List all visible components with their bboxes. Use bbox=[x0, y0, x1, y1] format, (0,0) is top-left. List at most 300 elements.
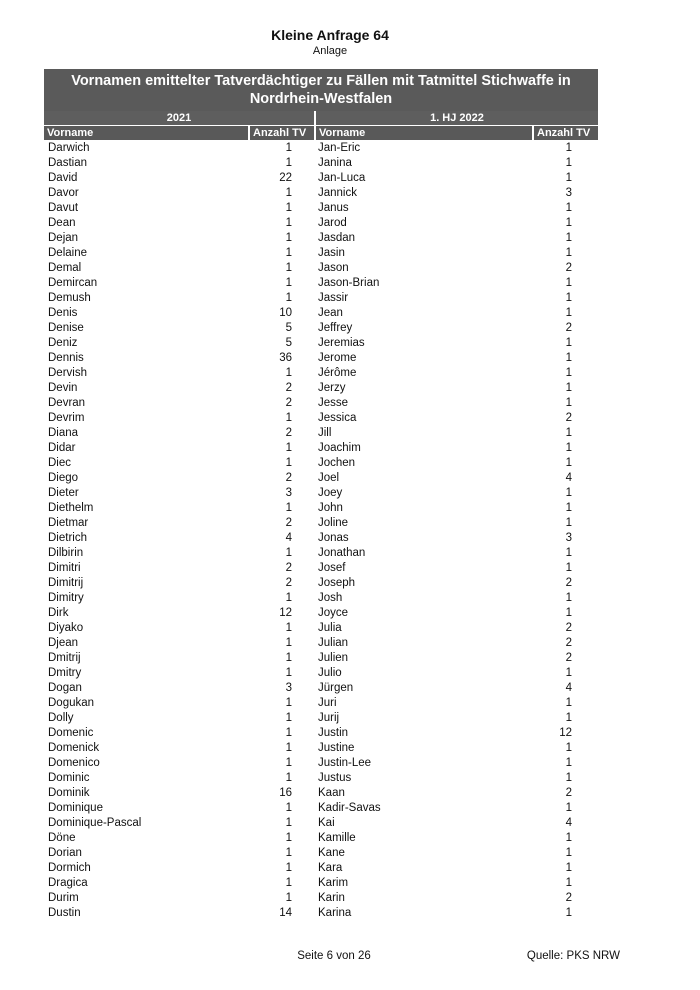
table-row bbox=[48, 876, 292, 891]
first-name-cell: Jasdan bbox=[318, 232, 356, 244]
name-list-right bbox=[318, 141, 572, 921]
first-name-cell: Deniz bbox=[48, 337, 78, 349]
period-header-right: 1. HJ 2022 bbox=[316, 111, 598, 125]
suspect-count-cell: 1 bbox=[285, 442, 292, 454]
table-row bbox=[318, 516, 572, 531]
first-name-cell: Darwich bbox=[48, 142, 90, 154]
first-name-cell: Julia bbox=[318, 622, 342, 634]
first-name-cell: Joel bbox=[318, 472, 340, 484]
first-name-cell: Jason bbox=[318, 262, 349, 274]
first-name-cell: Kara bbox=[318, 862, 343, 874]
suspect-count-cell: 1 bbox=[285, 727, 292, 739]
suspect-count-cell: 3 bbox=[565, 532, 572, 544]
first-name-cell: Joey bbox=[318, 487, 343, 499]
table-row bbox=[318, 471, 572, 486]
table-banner bbox=[44, 69, 598, 111]
table-row bbox=[318, 726, 572, 741]
suspect-count-cell: 3 bbox=[565, 187, 572, 199]
table-row bbox=[48, 711, 292, 726]
first-name-cell: Diethelm bbox=[48, 502, 94, 514]
suspect-count-cell: 1 bbox=[285, 217, 292, 229]
suspect-count-cell: 1 bbox=[285, 247, 292, 259]
table-row bbox=[318, 606, 572, 621]
first-name-cell: Domenick bbox=[48, 742, 100, 754]
first-name-cell: Jerome bbox=[318, 352, 357, 364]
table-row bbox=[48, 636, 292, 651]
first-name-cell: Jan-Luca bbox=[318, 172, 366, 184]
first-name-cell: Janina bbox=[318, 157, 352, 169]
first-name-cell: Denis bbox=[48, 307, 78, 319]
suspect-count-cell: 1 bbox=[565, 202, 572, 214]
suspect-count-cell: 36 bbox=[279, 352, 292, 364]
suspect-count-cell: 2 bbox=[565, 787, 572, 799]
table-row bbox=[48, 261, 292, 276]
suspect-count-cell: 1 bbox=[565, 292, 572, 304]
suspect-count-cell: 1 bbox=[285, 667, 292, 679]
suspect-count-cell: 1 bbox=[285, 187, 292, 199]
first-name-cell: Davut bbox=[48, 202, 79, 214]
suspect-count-cell: 22 bbox=[279, 172, 292, 184]
table-row bbox=[48, 141, 292, 156]
first-name-cell: Kamille bbox=[318, 832, 356, 844]
first-name-cell: Joachim bbox=[318, 442, 361, 454]
first-name-cell: Julio bbox=[318, 667, 342, 679]
table-row bbox=[318, 786, 572, 801]
first-name-cell: Jürgen bbox=[318, 682, 354, 694]
table-row bbox=[48, 411, 292, 426]
table-row bbox=[48, 441, 292, 456]
first-name-cell: Dormich bbox=[48, 862, 91, 874]
suspect-count-cell: 2 bbox=[565, 412, 572, 424]
table-row bbox=[48, 546, 292, 561]
table-row bbox=[318, 591, 572, 606]
first-name-cell: Jochen bbox=[318, 457, 356, 469]
suspect-count-cell: 1 bbox=[285, 847, 292, 859]
first-name-cell: Janus bbox=[318, 202, 349, 214]
first-name-cell: Jérôme bbox=[318, 367, 357, 379]
first-name-cell: Dimitri bbox=[48, 562, 81, 574]
suspect-count-cell: 1 bbox=[285, 892, 292, 904]
table-row bbox=[318, 546, 572, 561]
table-row bbox=[318, 831, 572, 846]
column-header-count-right: Anzahl TV bbox=[534, 126, 598, 140]
page-number: Seite 6 von 26 bbox=[297, 950, 371, 962]
suspect-count-cell: 1 bbox=[565, 562, 572, 574]
table-row bbox=[48, 501, 292, 516]
first-name-cell: Delaine bbox=[48, 247, 87, 259]
suspect-count-cell: 1 bbox=[285, 412, 292, 424]
first-name-cell: Jean bbox=[318, 307, 343, 319]
suspect-count-cell: 1 bbox=[565, 277, 572, 289]
suspect-count-cell: 1 bbox=[285, 637, 292, 649]
first-name-cell: Jannick bbox=[318, 187, 357, 199]
suspect-count-cell: 1 bbox=[285, 622, 292, 634]
suspect-count-cell: 1 bbox=[285, 862, 292, 874]
table-row bbox=[318, 561, 572, 576]
suspect-count-cell: 1 bbox=[285, 547, 292, 559]
first-name-cell: Josef bbox=[318, 562, 346, 574]
table-row bbox=[318, 846, 572, 861]
first-name-cell: Justine bbox=[318, 742, 355, 754]
first-name-cell: Jerzy bbox=[318, 382, 346, 394]
suspect-count-cell: 1 bbox=[285, 202, 292, 214]
first-name-cell: Juri bbox=[318, 697, 337, 709]
table-row bbox=[48, 891, 292, 906]
suspect-count-cell: 1 bbox=[565, 217, 572, 229]
first-name-cell: Jonas bbox=[318, 532, 349, 544]
first-name-cell: Dustin bbox=[48, 907, 81, 919]
suspect-count-cell: 12 bbox=[559, 727, 572, 739]
suspect-count-cell: 2 bbox=[565, 577, 572, 589]
source-note: Quelle: PKS NRW bbox=[526, 950, 620, 962]
column-header-name-right: Vorname bbox=[316, 126, 532, 140]
table-row bbox=[48, 201, 292, 216]
table-row bbox=[48, 276, 292, 291]
table-row bbox=[48, 756, 292, 771]
table-row bbox=[48, 171, 292, 186]
first-name-cell: Dimitry bbox=[48, 592, 84, 604]
table-row bbox=[48, 681, 292, 696]
first-name-cell: Jeremias bbox=[318, 337, 365, 349]
table-row bbox=[318, 261, 572, 276]
banner-line-1: Vornamen emittelter Tatverdächtiger zu Fällen mit Tatmittel Stichwaffe in bbox=[71, 73, 571, 89]
table-row bbox=[48, 531, 292, 546]
table-row bbox=[318, 636, 572, 651]
table-row bbox=[48, 846, 292, 861]
suspect-count-cell: 1 bbox=[285, 772, 292, 784]
first-name-cell: Dastian bbox=[48, 157, 87, 169]
suspect-count-cell: 5 bbox=[285, 337, 292, 349]
first-name-cell: Diyako bbox=[48, 622, 84, 634]
table-row bbox=[318, 741, 572, 756]
table-row bbox=[318, 801, 572, 816]
column-header-count-left: Anzahl TV bbox=[250, 126, 314, 140]
suspect-count-cell: 2 bbox=[285, 577, 292, 589]
first-name-cell: Demal bbox=[48, 262, 82, 274]
first-name-cell: Joyce bbox=[318, 607, 349, 619]
document-title: Kleine Anfrage 64 bbox=[271, 27, 389, 43]
suspect-count-cell: 1 bbox=[565, 382, 572, 394]
table-row bbox=[318, 141, 572, 156]
first-name-cell: Dmitrij bbox=[48, 652, 81, 664]
suspect-count-cell: 1 bbox=[565, 157, 572, 169]
suspect-count-cell: 2 bbox=[565, 892, 572, 904]
suspect-count-cell: 1 bbox=[565, 247, 572, 259]
first-name-cell: Dilbirin bbox=[48, 547, 84, 559]
table-row bbox=[318, 231, 572, 246]
suspect-count-cell: 1 bbox=[285, 697, 292, 709]
suspect-count-cell: 2 bbox=[285, 382, 292, 394]
table-row bbox=[48, 486, 292, 501]
suspect-count-cell: 1 bbox=[565, 712, 572, 724]
table-row bbox=[48, 561, 292, 576]
table-row bbox=[48, 231, 292, 246]
suspect-count-cell: 10 bbox=[279, 307, 292, 319]
first-name-cell: Kaan bbox=[318, 787, 345, 799]
suspect-count-cell: 1 bbox=[565, 547, 572, 559]
first-name-cell: Jeffrey bbox=[318, 322, 353, 334]
table-row bbox=[318, 771, 572, 786]
table-row bbox=[318, 681, 572, 696]
first-name-cell: David bbox=[48, 172, 78, 184]
table-row bbox=[48, 696, 292, 711]
name-list-left bbox=[48, 141, 292, 921]
suspect-count-cell: 5 bbox=[285, 322, 292, 334]
table-row bbox=[48, 666, 292, 681]
table-row bbox=[318, 621, 572, 636]
first-name-cell: Kadir-Savas bbox=[318, 802, 381, 814]
suspect-count-cell: 1 bbox=[565, 427, 572, 439]
first-name-cell: Dominique bbox=[48, 802, 103, 814]
first-name-cell: Domenico bbox=[48, 757, 100, 769]
suspect-count-cell: 2 bbox=[565, 652, 572, 664]
suspect-count-cell: 1 bbox=[565, 337, 572, 349]
first-name-cell: Dogukan bbox=[48, 697, 95, 709]
first-name-cell: Joline bbox=[318, 517, 349, 529]
column-header-name-left: Vorname bbox=[44, 126, 248, 140]
first-name-cell: Durim bbox=[48, 892, 79, 904]
first-name-cell: Demircan bbox=[48, 277, 98, 289]
suspect-count-cell: 2 bbox=[285, 517, 292, 529]
table-row bbox=[48, 306, 292, 321]
table-row bbox=[318, 396, 572, 411]
table-row bbox=[318, 171, 572, 186]
first-name-cell: Diana bbox=[48, 427, 79, 439]
table-row bbox=[318, 276, 572, 291]
suspect-count-cell: 1 bbox=[285, 817, 292, 829]
table-row bbox=[48, 426, 292, 441]
first-name-cell: John bbox=[318, 502, 343, 514]
first-name-cell: Dmitry bbox=[48, 667, 82, 679]
table-row bbox=[318, 861, 572, 876]
first-name-cell: Karim bbox=[318, 877, 349, 889]
first-name-cell: Devrim bbox=[48, 412, 85, 424]
table-row bbox=[318, 876, 572, 891]
table-row bbox=[318, 696, 572, 711]
table-row bbox=[318, 906, 572, 921]
suspect-count-cell: 1 bbox=[565, 307, 572, 319]
suspect-count-cell: 1 bbox=[565, 352, 572, 364]
suspect-count-cell: 2 bbox=[285, 427, 292, 439]
first-name-cell: Dietmar bbox=[48, 517, 89, 529]
document-subtitle: Anlage bbox=[312, 45, 348, 57]
table-row bbox=[48, 576, 292, 591]
table-row bbox=[318, 651, 572, 666]
suspect-count-cell: 1 bbox=[285, 142, 292, 154]
first-name-cell: Demush bbox=[48, 292, 91, 304]
first-name-cell: Jason-Brian bbox=[318, 277, 380, 289]
first-name-cell: Dorian bbox=[48, 847, 82, 859]
table-row bbox=[318, 756, 572, 771]
first-name-cell: Dimitrij bbox=[48, 577, 84, 589]
suspect-count-cell: 1 bbox=[565, 457, 572, 469]
table-row bbox=[318, 666, 572, 681]
suspect-count-cell: 1 bbox=[565, 877, 572, 889]
first-name-cell: Dervish bbox=[48, 367, 87, 379]
suspect-count-cell: 1 bbox=[565, 607, 572, 619]
suspect-count-cell: 1 bbox=[565, 592, 572, 604]
first-name-cell: Kai bbox=[318, 817, 335, 829]
suspect-count-cell: 1 bbox=[285, 157, 292, 169]
banner-line-2: Nordrhein-Westfalen bbox=[249, 91, 393, 107]
table-row bbox=[318, 486, 572, 501]
table-row bbox=[318, 816, 572, 831]
table-row bbox=[318, 201, 572, 216]
table-row bbox=[48, 861, 292, 876]
suspect-count-cell: 1 bbox=[565, 232, 572, 244]
table-row bbox=[48, 621, 292, 636]
suspect-count-cell: 2 bbox=[285, 472, 292, 484]
first-name-cell: Dennis bbox=[48, 352, 84, 364]
suspect-count-cell: 4 bbox=[565, 472, 572, 484]
first-name-cell: Didar bbox=[48, 442, 76, 454]
first-name-cell: Karin bbox=[318, 892, 345, 904]
suspect-count-cell: 1 bbox=[285, 757, 292, 769]
first-name-cell: Jurij bbox=[318, 712, 340, 724]
suspect-count-cell: 1 bbox=[565, 802, 572, 814]
suspect-count-cell: 1 bbox=[565, 667, 572, 679]
table-row bbox=[48, 156, 292, 171]
table-row bbox=[318, 411, 572, 426]
suspect-count-cell: 1 bbox=[565, 832, 572, 844]
table-row bbox=[48, 816, 292, 831]
first-name-cell: Djean bbox=[48, 637, 79, 649]
first-name-cell: Devran bbox=[48, 397, 86, 409]
table-row bbox=[318, 531, 572, 546]
suspect-count-cell: 1 bbox=[285, 802, 292, 814]
table-row bbox=[48, 186, 292, 201]
suspect-count-cell: 4 bbox=[565, 682, 572, 694]
suspect-count-cell: 1 bbox=[285, 742, 292, 754]
suspect-count-cell: 1 bbox=[565, 397, 572, 409]
first-name-cell: Jassir bbox=[318, 292, 349, 304]
table-row bbox=[318, 216, 572, 231]
table-row bbox=[48, 336, 292, 351]
first-name-cell: Jill bbox=[318, 427, 332, 439]
table-row bbox=[318, 366, 572, 381]
table-row bbox=[48, 381, 292, 396]
first-name-cell: Dolly bbox=[48, 712, 74, 724]
suspect-count-cell: 2 bbox=[565, 622, 572, 634]
suspect-count-cell: 1 bbox=[285, 832, 292, 844]
period-header-left: 2021 bbox=[44, 111, 314, 125]
first-name-cell: Jonathan bbox=[318, 547, 366, 559]
suspect-count-cell: 14 bbox=[279, 907, 292, 919]
first-name-cell: Jasin bbox=[318, 247, 345, 259]
table-row bbox=[48, 471, 292, 486]
table-row bbox=[318, 186, 572, 201]
suspect-count-cell: 1 bbox=[565, 757, 572, 769]
suspect-count-cell: 1 bbox=[565, 172, 572, 184]
first-name-cell: Julien bbox=[318, 652, 349, 664]
first-name-cell: Jan-Eric bbox=[318, 142, 361, 154]
table-row bbox=[48, 741, 292, 756]
suspect-count-cell: 1 bbox=[285, 367, 292, 379]
table-row bbox=[318, 576, 572, 591]
suspect-count-cell: 1 bbox=[285, 262, 292, 274]
suspect-count-cell: 4 bbox=[565, 817, 572, 829]
suspect-count-cell: 4 bbox=[285, 532, 292, 544]
first-name-cell: Karina bbox=[318, 907, 352, 919]
suspect-count-cell: 2 bbox=[285, 562, 292, 574]
table-row bbox=[48, 726, 292, 741]
first-name-cell: Devin bbox=[48, 382, 78, 394]
first-name-cell: Dean bbox=[48, 217, 76, 229]
table-row bbox=[318, 891, 572, 906]
table-row bbox=[48, 366, 292, 381]
suspect-count-cell: 3 bbox=[285, 487, 292, 499]
first-name-cell: Justin-Lee bbox=[318, 757, 372, 769]
table-row bbox=[318, 246, 572, 261]
suspect-count-cell: 1 bbox=[565, 772, 572, 784]
suspect-count-cell: 1 bbox=[565, 907, 572, 919]
suspect-count-cell: 2 bbox=[565, 262, 572, 274]
table-row bbox=[48, 771, 292, 786]
first-name-cell: Dejan bbox=[48, 232, 79, 244]
first-name-cell: Diec bbox=[48, 457, 72, 469]
table-row bbox=[48, 291, 292, 306]
suspect-count-cell: 1 bbox=[565, 142, 572, 154]
first-name-cell: Kane bbox=[318, 847, 345, 859]
table-row bbox=[318, 291, 572, 306]
table-row bbox=[318, 426, 572, 441]
table-row bbox=[48, 351, 292, 366]
suspect-count-cell: 1 bbox=[565, 502, 572, 514]
suspect-count-cell: 2 bbox=[565, 322, 572, 334]
suspect-count-cell: 1 bbox=[565, 487, 572, 499]
suspect-count-cell: 1 bbox=[285, 457, 292, 469]
table-row bbox=[318, 501, 572, 516]
first-name-cell: Josh bbox=[318, 592, 343, 604]
first-name-cell: Jessica bbox=[318, 412, 357, 424]
table-row bbox=[318, 441, 572, 456]
table-row bbox=[318, 321, 572, 336]
first-name-cell: Jarod bbox=[318, 217, 347, 229]
suspect-count-cell: 1 bbox=[285, 277, 292, 289]
table-row bbox=[318, 336, 572, 351]
suspect-count-cell: 2 bbox=[285, 397, 292, 409]
suspect-count-cell: 1 bbox=[565, 367, 572, 379]
table-row bbox=[48, 591, 292, 606]
suspect-count-cell: 1 bbox=[285, 712, 292, 724]
table-row bbox=[318, 306, 572, 321]
suspect-count-cell: 1 bbox=[565, 517, 572, 529]
first-name-cell: Dominique-Pascal bbox=[48, 817, 142, 829]
first-name-cell: Dragica bbox=[48, 877, 88, 889]
suspect-count-cell: 1 bbox=[285, 232, 292, 244]
first-name-cell: Dominik bbox=[48, 787, 90, 799]
first-name-cell: Dieter bbox=[48, 487, 79, 499]
first-name-cell: Diego bbox=[48, 472, 79, 484]
suspect-count-cell: 1 bbox=[565, 697, 572, 709]
first-name-cell: Denise bbox=[48, 322, 84, 334]
first-name-cell: Julian bbox=[318, 637, 349, 649]
suspect-count-cell: 2 bbox=[565, 637, 572, 649]
table-row bbox=[48, 801, 292, 816]
suspect-count-cell: 1 bbox=[565, 442, 572, 454]
table-row bbox=[48, 321, 292, 336]
table-row bbox=[318, 456, 572, 471]
suspect-count-cell: 16 bbox=[279, 787, 292, 799]
first-name-cell: Jesse bbox=[318, 397, 349, 409]
first-name-cell: Justin bbox=[318, 727, 349, 739]
suspect-count-cell: 12 bbox=[279, 607, 292, 619]
first-name-cell: Domenic bbox=[48, 727, 94, 739]
suspect-count-cell: 1 bbox=[565, 862, 572, 874]
suspect-count-cell: 3 bbox=[285, 682, 292, 694]
table-row bbox=[318, 351, 572, 366]
table-row bbox=[48, 516, 292, 531]
